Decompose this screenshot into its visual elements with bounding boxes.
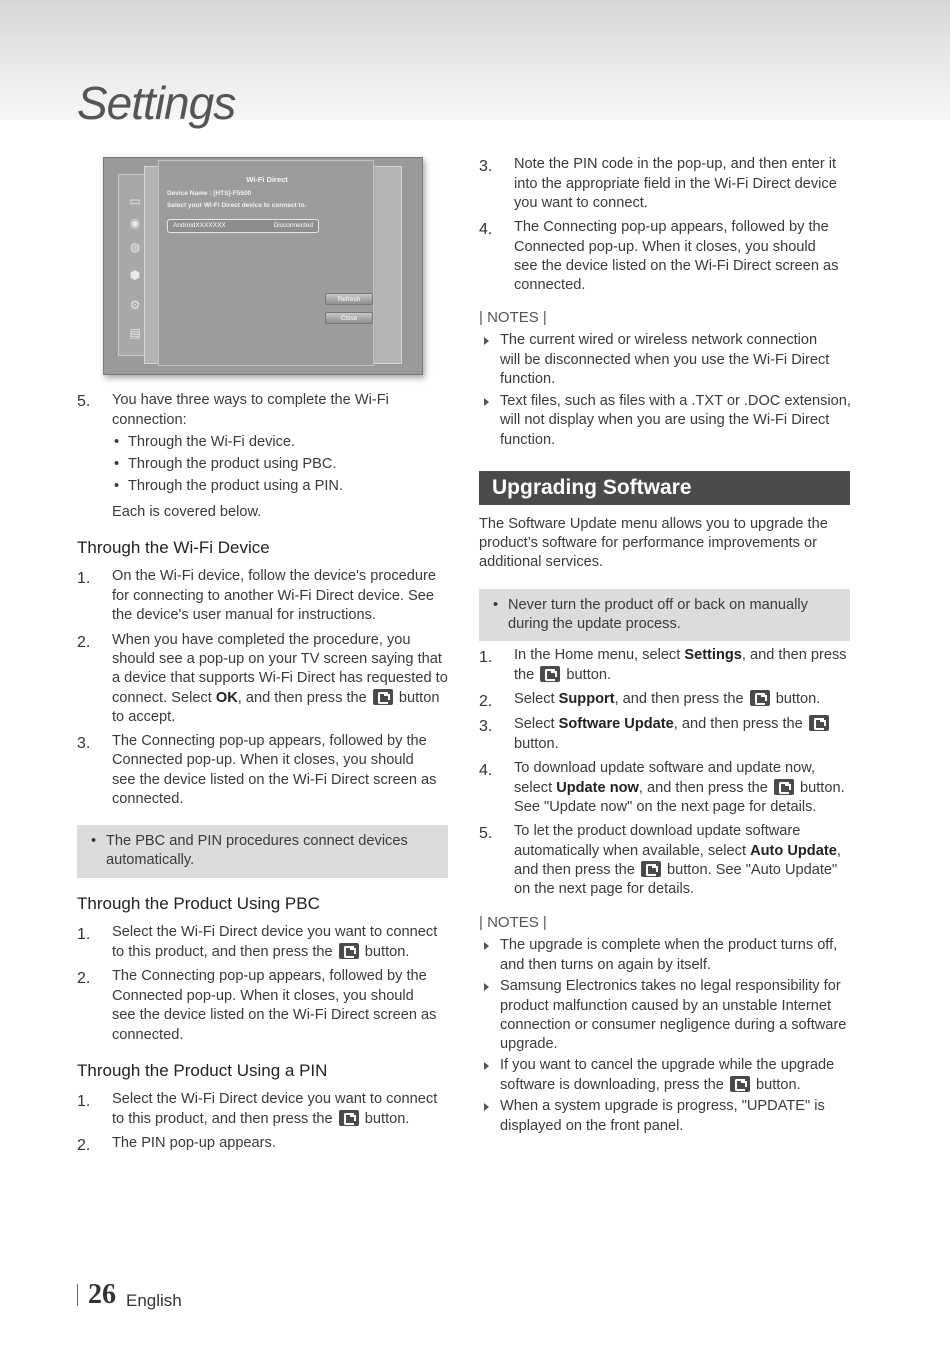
text-run: button. See "Auto Update" bbox=[667, 862, 838, 878]
enter-button-icon bbox=[373, 689, 393, 705]
step-number: 2. bbox=[77, 634, 91, 651]
section-title: Upgrading Software bbox=[492, 476, 692, 499]
step-number: 3. bbox=[479, 718, 493, 735]
subheading-pin: Through the Product Using a PIN bbox=[77, 1061, 328, 1080]
bullet-text: Through the product using a PIN. bbox=[128, 478, 343, 494]
step-text: a device that supports Wi-Fi Direct has requested to bbox=[112, 670, 448, 686]
note-text: will be disconnected when you use the Wi-Fi Direct bbox=[500, 352, 830, 368]
note-text: will not display when you are using the Wi-Fi Direct bbox=[500, 412, 830, 428]
text-run: button. bbox=[800, 780, 845, 796]
text-run: to this product, and then press the bbox=[112, 1111, 333, 1127]
step-text: to accept. bbox=[112, 709, 176, 725]
step-text: Select the Wi-Fi Direct device you want to connect bbox=[112, 924, 438, 940]
note-text: When a system upgrade is progress, "UPDATE" is bbox=[500, 1098, 825, 1114]
text-run: Select bbox=[514, 716, 559, 732]
wifi-direct-dialog bbox=[158, 160, 374, 366]
step-text: see the device listed on the Wi-Fi Direct screen as bbox=[514, 258, 839, 274]
step-text: connected. bbox=[514, 277, 586, 293]
step-text: the device's user manual for instructions. bbox=[112, 607, 376, 623]
step-text: for connecting to another Wi-Fi Direct device. See bbox=[112, 588, 435, 604]
text-run: button. bbox=[756, 1077, 801, 1093]
notes-label: | NOTES | bbox=[479, 309, 547, 326]
text-run: Software Update bbox=[558, 716, 674, 732]
bullet-dot: • bbox=[114, 456, 120, 472]
book-icon: ▤ bbox=[129, 326, 141, 340]
note-text: function. bbox=[500, 371, 556, 387]
intro-text: additional services. bbox=[479, 554, 604, 570]
text-run: select bbox=[514, 780, 557, 796]
step-text bbox=[112, 1110, 409, 1130]
step-text: Connected pop-up. When it closes, you should bbox=[112, 752, 414, 768]
step-text: see the device listed on the Wi-Fi Direct screen as bbox=[112, 1007, 437, 1023]
text-run: button. bbox=[364, 944, 410, 960]
step-text bbox=[514, 690, 820, 710]
step-number: 3. bbox=[77, 735, 91, 752]
device-list-item[interactable] bbox=[167, 219, 319, 233]
step-text: Note the PIN code in the pop-up, and then enter it bbox=[514, 156, 837, 172]
device-item-status: Disconnected bbox=[273, 222, 313, 229]
step-text: Select the Wi-Fi Direct device you want to connect bbox=[112, 1091, 438, 1107]
text-run: Auto Update bbox=[750, 843, 837, 859]
note-text: upgrade. bbox=[500, 1036, 558, 1052]
text-run: , and then press bbox=[741, 647, 847, 663]
step-number: 2. bbox=[479, 693, 493, 710]
note-text: connection or consumer negligence during a software bbox=[500, 1017, 847, 1033]
note-text: The upgrade is complete when the product turns off, bbox=[500, 937, 838, 953]
note-text: If you want to cancel the upgrade while the upgrade bbox=[500, 1057, 835, 1073]
page-title: Settings bbox=[77, 77, 236, 129]
apps-icon: ⬢ bbox=[129, 268, 141, 282]
enter-button-icon bbox=[540, 666, 560, 682]
step-text: You have three ways to complete the Wi-Fi bbox=[112, 392, 389, 408]
subheading-wifi-device: Through the Wi-Fi Device bbox=[77, 538, 270, 557]
step-number: 1. bbox=[77, 926, 91, 943]
step-text: When you have completed the procedure, you bbox=[112, 632, 411, 648]
globe-icon: ◍ bbox=[129, 240, 141, 254]
note-box bbox=[77, 825, 448, 878]
screen-mirroring-icon: ▭ bbox=[129, 194, 141, 208]
bullet-text: Through the product using PBC. bbox=[128, 456, 337, 472]
step-text: On the Wi-Fi device, follow the device's procedure bbox=[112, 568, 436, 584]
bullet-dot: • bbox=[114, 478, 120, 494]
step-number: 4. bbox=[479, 762, 493, 779]
note-text: displayed on the front panel. bbox=[500, 1118, 684, 1134]
step-number: 1. bbox=[77, 570, 91, 587]
warning-text: during the update process. bbox=[508, 616, 681, 632]
device-name-text: Device Name : [HTS]-F5500 bbox=[167, 190, 252, 197]
footer-divider bbox=[77, 1284, 78, 1306]
text-run: Update now bbox=[556, 780, 639, 796]
enter-button-icon bbox=[809, 715, 829, 731]
triangle-bullet-icon bbox=[484, 983, 489, 991]
enter-button-icon bbox=[774, 779, 794, 795]
step-number: 3. bbox=[479, 158, 493, 175]
step-text bbox=[514, 779, 845, 799]
page-language: English bbox=[126, 1291, 182, 1310]
warning-box bbox=[479, 589, 850, 641]
note-text: Text files, such as files with a .TXT or .DOC extension, bbox=[500, 393, 851, 409]
step-text: should see a pop-up on your TV screen saying that bbox=[112, 651, 442, 667]
step-text: see the device listed on the Wi-Fi Direct screen as bbox=[112, 772, 437, 788]
step-text: See "Update now" on the next page for details. bbox=[514, 799, 817, 815]
step-text: Connected pop-up. When it closes, you should bbox=[112, 988, 414, 1004]
step-text bbox=[514, 646, 847, 666]
note-text: The PBC and PIN procedures connect devices bbox=[106, 833, 408, 849]
enter-button-icon bbox=[750, 690, 770, 706]
bullet-dot: • bbox=[91, 833, 97, 849]
step-text: on the next page for details. bbox=[514, 881, 695, 897]
text-run: automatically when available, select bbox=[514, 843, 751, 859]
step-text: The Connecting pop-up appears, followed by the bbox=[514, 219, 829, 235]
triangle-bullet-icon bbox=[484, 1062, 489, 1070]
step-text: connected. bbox=[112, 1027, 184, 1043]
page-number: 26 bbox=[88, 1279, 116, 1310]
note-text: function. bbox=[500, 432, 556, 448]
refresh-button[interactable]: Refresh bbox=[325, 293, 373, 305]
note-text: and then turns on again by itself. bbox=[500, 957, 711, 973]
text-run: software is downloading, press the bbox=[500, 1077, 724, 1093]
gear-icon: ⚙ bbox=[129, 298, 141, 312]
bullet-dot: • bbox=[493, 597, 499, 613]
dialog-title: Wi-Fi Direct bbox=[246, 175, 288, 184]
step-number: 5. bbox=[77, 393, 91, 410]
step-text: To let the product download update software bbox=[514, 823, 801, 839]
step-text bbox=[514, 842, 841, 862]
text-run: connect. Select bbox=[112, 690, 216, 706]
text-run: to this product, and then press the bbox=[112, 944, 333, 960]
step-text: The PIN pop-up appears. bbox=[112, 1135, 276, 1151]
text-run: button bbox=[398, 690, 440, 706]
body-text: Each is covered below. bbox=[112, 504, 262, 520]
step-number: 2. bbox=[77, 970, 91, 987]
enter-button-icon bbox=[339, 943, 359, 959]
enter-button-icon bbox=[641, 861, 661, 877]
instruction-text: Select your Wi-Fi Direct device to connect to. bbox=[167, 202, 307, 209]
text-run: Support bbox=[558, 691, 615, 707]
subheading-pbc: Through the Product Using PBC bbox=[77, 894, 320, 913]
step-text: into the appropriate field in the Wi-Fi Direct device bbox=[514, 176, 837, 192]
step-text bbox=[112, 943, 409, 963]
text-run: , and then press the bbox=[638, 780, 768, 796]
intro-text: product’s software for performance improvements or bbox=[479, 535, 817, 551]
note-text: product malfunction caused by an unstable Internet bbox=[500, 998, 832, 1014]
notes-label: | NOTES | bbox=[479, 914, 547, 931]
text-run: OK bbox=[215, 690, 238, 706]
text-run: button. bbox=[364, 1111, 410, 1127]
step-number: 5. bbox=[479, 825, 493, 842]
wifi-direct-screenshot bbox=[103, 157, 423, 375]
text-run: and then press the bbox=[514, 862, 635, 878]
device-item-name: AndroidXXXXXXX bbox=[173, 222, 226, 229]
step-number: 1. bbox=[77, 1093, 91, 1110]
step-text: you want to connect. bbox=[514, 195, 648, 211]
enter-button-icon bbox=[730, 1076, 750, 1092]
page-header bbox=[0, 0, 950, 129]
intro-text: The Software Update menu allows you to upgrade the bbox=[479, 516, 828, 532]
note-text: automatically. bbox=[106, 852, 195, 868]
triangle-bullet-icon bbox=[484, 398, 489, 406]
enter-button-icon bbox=[339, 1110, 359, 1126]
step-number: 4. bbox=[479, 221, 493, 238]
step-text: Connected pop-up. When it closes, you should bbox=[514, 239, 816, 255]
step-number: 1. bbox=[479, 649, 493, 666]
text-run: , and then press the bbox=[673, 716, 803, 732]
section-heading-bar bbox=[479, 471, 850, 505]
note-text: Samsung Electronics takes no legal responsibility for bbox=[500, 978, 841, 994]
text-run: button. bbox=[775, 691, 821, 707]
step-text: connected. bbox=[112, 791, 184, 807]
step-text: button. bbox=[514, 736, 559, 752]
triangle-bullet-icon bbox=[484, 942, 489, 950]
close-button[interactable]: Close bbox=[325, 312, 373, 324]
step-text bbox=[514, 861, 837, 881]
text-run: , and then press the bbox=[614, 691, 744, 707]
triangle-bullet-icon bbox=[484, 337, 489, 345]
note-text: The current wired or wireless network connection bbox=[500, 332, 818, 348]
step-text bbox=[112, 689, 439, 709]
disc-icon: ◉ bbox=[129, 216, 141, 230]
note-text bbox=[500, 1076, 801, 1096]
text-run: button. bbox=[566, 667, 612, 683]
text-run: the bbox=[514, 667, 535, 683]
step-text: To download update software and update now, bbox=[514, 760, 816, 776]
text-run: In the Home menu, select bbox=[514, 647, 685, 663]
warning-text: Never turn the product off or back on manually bbox=[508, 597, 808, 613]
triangle-bullet-icon bbox=[484, 1103, 489, 1111]
bullet-text: Through the Wi-Fi device. bbox=[128, 434, 296, 450]
text-run: , and then press the bbox=[237, 690, 367, 706]
text-run: Settings bbox=[684, 647, 742, 663]
step-number: 2. bbox=[77, 1137, 91, 1154]
bullet-dot: • bbox=[114, 434, 120, 450]
text-run: , bbox=[836, 843, 841, 859]
step-text: The Connecting pop-up appears, followed by the bbox=[112, 733, 427, 749]
text-run: Select bbox=[514, 691, 559, 707]
step-text: connection: bbox=[112, 412, 187, 428]
step-text bbox=[514, 666, 611, 686]
step-text: The Connecting pop-up appears, followed by the bbox=[112, 968, 427, 984]
step-text bbox=[514, 715, 831, 735]
